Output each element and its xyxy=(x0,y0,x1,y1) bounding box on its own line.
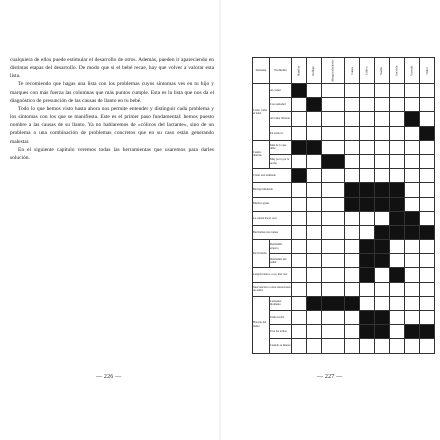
empty-cell xyxy=(405,268,420,282)
problem-cell: Cualquier momento xyxy=(270,296,292,310)
symptom-cell: Piel irritada xyxy=(253,240,270,268)
empty-cell xyxy=(307,211,322,225)
empty-cell xyxy=(292,296,307,310)
symptom-cell: Cómo come el bebé xyxy=(253,84,270,141)
table-header-cell xyxy=(345,58,360,84)
empty-cell xyxy=(390,325,405,339)
marked-cell xyxy=(375,240,390,254)
marked-cell xyxy=(420,126,435,140)
empty-cell xyxy=(360,112,375,126)
empty-cell xyxy=(420,254,435,268)
problem-cell: Cuando se mueve xyxy=(270,339,292,353)
empty-cell xyxy=(322,98,345,112)
empty-cell xyxy=(420,84,435,98)
problem-cell: Dermatitis del pañal xyxy=(270,254,292,268)
empty-cell xyxy=(322,339,345,353)
empty-cell xyxy=(292,126,307,140)
empty-cell xyxy=(420,211,435,225)
header-label: Sueño xyxy=(379,66,384,75)
empty-cell xyxy=(420,296,435,310)
empty-cell xyxy=(390,240,405,254)
empty-cell xyxy=(345,154,360,168)
symptom-cell: Intervención a otras alteraciones de salud xyxy=(253,282,292,296)
marked-cell xyxy=(345,197,360,211)
empty-cell xyxy=(390,98,405,112)
empty-cell xyxy=(307,154,322,168)
empty-cell xyxy=(375,296,390,310)
empty-cell xyxy=(390,84,405,98)
empty-cell xyxy=(405,282,420,296)
table-row xyxy=(253,240,435,254)
table-row xyxy=(253,325,435,339)
empty-cell xyxy=(375,169,390,183)
symptom-cell: Lengua blanca, roce, mal olor xyxy=(253,268,292,282)
empty-cell xyxy=(307,339,322,353)
empty-cell xyxy=(360,98,375,112)
problem-cell: Dermatitis atópica xyxy=(270,240,292,254)
empty-cell xyxy=(322,140,345,154)
empty-cell xyxy=(405,98,420,112)
empty-cell xyxy=(405,296,420,310)
marked-cell xyxy=(292,84,307,98)
empty-cell xyxy=(405,197,420,211)
empty-cell xyxy=(345,268,360,282)
marked-cell xyxy=(375,183,390,197)
page-number-left: — 226 — xyxy=(96,374,122,380)
empty-cell xyxy=(420,268,435,282)
empty-cell xyxy=(375,154,390,168)
table-header-cell xyxy=(253,58,270,84)
empty-cell xyxy=(322,84,345,98)
marked-cell xyxy=(360,254,375,268)
header-label: Succión xyxy=(394,65,399,76)
empty-cell xyxy=(360,169,375,183)
table-row xyxy=(253,84,435,98)
marked-cell xyxy=(390,268,405,282)
paragraph: cualquiera de ellos puede estimular el desarrollo de otros. Además, pueden ir apareciendo en distintas etapas del desarrollo. De modo que si el bebé recae, hay que volver a valorar esta lista. xyxy=(10,57,214,80)
marked-cell xyxy=(322,296,345,310)
empty-cell xyxy=(405,183,420,197)
empty-cell xyxy=(345,311,360,325)
empty-cell xyxy=(307,282,322,296)
empty-cell xyxy=(292,211,307,225)
empty-cell xyxy=(360,225,375,239)
empty-cell xyxy=(405,140,420,154)
empty-cell xyxy=(307,240,322,254)
marked-cell xyxy=(405,211,420,225)
table-row xyxy=(253,169,435,183)
problem-cell: Al comer xyxy=(270,84,292,98)
header-label: Problema xyxy=(274,67,287,72)
empty-cell xyxy=(390,339,405,353)
empty-cell xyxy=(292,183,307,197)
empty-cell xyxy=(307,268,322,282)
table-row xyxy=(253,112,435,126)
empty-cell xyxy=(390,282,405,296)
symptom-cell: Barriga hinchada xyxy=(253,183,292,197)
header-label: Gases xyxy=(349,66,354,75)
empty-cell xyxy=(292,254,307,268)
empty-cell xyxy=(345,140,360,154)
empty-cell xyxy=(345,254,360,268)
empty-cell xyxy=(292,98,307,112)
table-header-cell xyxy=(375,58,390,84)
symptom-problem-table xyxy=(252,57,435,354)
marked-cell xyxy=(405,325,420,339)
symptom-cell: Cuánto duerme xyxy=(253,140,270,168)
empty-cell xyxy=(390,154,405,168)
page-number-right: — 227 — xyxy=(317,374,343,380)
symptom-cell: Le cuesta hacer caca xyxy=(253,211,292,225)
symptom-cell: Cómo está animado xyxy=(253,169,292,183)
empty-cell xyxy=(307,183,322,197)
table-row xyxy=(253,98,435,112)
marked-cell xyxy=(405,225,420,239)
table-row xyxy=(253,183,435,197)
marked-cell xyxy=(390,225,405,239)
paragraph: Todo lo que hemos visto hasta ahora nos permite entender y distinguir cada problema y los síntomas con los que se manifiesta. Este es el primer paso fundamental: hemos puesto nombre a las causas de su llanto. Ya no hablaremos de «cólicos del lactante», sino de un problema o una combinación de problemas concretos que en su caso están generando malestar. xyxy=(10,105,214,145)
table-row xyxy=(253,254,435,268)
empty-cell xyxy=(420,169,435,183)
empty-cell xyxy=(405,339,420,353)
empty-cell xyxy=(345,282,360,296)
empty-cell xyxy=(307,169,322,183)
header-label: Vínculo xyxy=(409,65,414,76)
marked-cell xyxy=(360,325,375,339)
empty-cell xyxy=(420,112,435,126)
problem-cell: Más de lo que debe xyxy=(270,140,292,154)
marked-cell xyxy=(375,254,390,268)
empty-cell xyxy=(292,225,307,239)
empty-cell xyxy=(390,311,405,325)
table-header-cell xyxy=(322,58,345,84)
marked-cell xyxy=(390,211,405,225)
empty-cell xyxy=(405,254,420,268)
empty-cell xyxy=(375,282,390,296)
empty-cell xyxy=(322,282,345,296)
empty-cell xyxy=(405,169,420,183)
empty-cell xyxy=(375,84,390,98)
empty-cell xyxy=(360,140,375,154)
empty-cell xyxy=(420,311,435,325)
empty-cell xyxy=(360,154,375,168)
marked-cell xyxy=(405,112,420,126)
table-row xyxy=(253,197,435,211)
empty-cell xyxy=(307,84,322,98)
empty-cell xyxy=(420,183,435,197)
marked-cell xyxy=(390,197,405,211)
empty-cell xyxy=(292,112,307,126)
empty-cell xyxy=(292,282,307,296)
empty-cell xyxy=(420,98,435,112)
empty-cell xyxy=(360,126,375,140)
problem-cell: Muy poco por la noche xyxy=(270,154,292,168)
empty-cell xyxy=(322,240,345,254)
empty-cell xyxy=(345,225,360,239)
empty-cell xyxy=(375,140,390,154)
empty-cell xyxy=(322,225,345,239)
empty-cell xyxy=(420,197,435,211)
empty-cell xyxy=(420,282,435,296)
empty-cell xyxy=(307,311,322,325)
empty-cell xyxy=(420,140,435,154)
empty-cell xyxy=(390,112,405,126)
paragraph: Te recomiendo que hagas una lista con los problemas cuyos síntomas ves en tu hijo y marques con más fuerza las columnas que más puntos cumple. Esta es la lista que nos da el diagnóstico de presunción de las causas de llanto en tu bebé. xyxy=(10,81,214,104)
empty-cell xyxy=(292,240,307,254)
empty-cell xyxy=(322,325,345,339)
table-header-cell xyxy=(420,58,435,84)
marked-cell xyxy=(360,268,375,282)
empty-cell xyxy=(345,98,360,112)
empty-cell xyxy=(345,84,360,98)
empty-cell xyxy=(345,211,360,225)
marked-cell xyxy=(292,169,307,183)
table-body xyxy=(253,84,435,354)
empty-cell xyxy=(322,112,345,126)
problem-cell: En vertical xyxy=(270,126,292,140)
table-header-cell xyxy=(390,58,405,84)
empty-cell xyxy=(360,296,375,310)
empty-cell xyxy=(360,211,375,225)
symptom-cell: Muchos gases xyxy=(253,197,292,211)
empty-cell xyxy=(390,126,405,140)
empty-cell xyxy=(292,311,307,325)
empty-cell xyxy=(322,126,345,140)
marked-cell xyxy=(322,154,345,168)
empty-cell xyxy=(345,169,360,183)
empty-cell xyxy=(375,211,390,225)
empty-cell xyxy=(292,325,307,339)
marked-cell xyxy=(375,325,390,339)
left-page-text xyxy=(10,56,214,162)
empty-cell xyxy=(322,183,345,197)
empty-cell xyxy=(375,112,390,126)
table-header-row xyxy=(253,58,435,84)
marked-cell xyxy=(345,296,360,310)
empty-cell xyxy=(375,98,390,112)
empty-cell xyxy=(307,112,322,126)
table-header-cell xyxy=(405,58,420,84)
marked-cell xyxy=(360,183,375,197)
empty-cell xyxy=(375,339,390,353)
problem-cell: Con ansiedad xyxy=(270,98,292,112)
marked-cell xyxy=(307,296,322,310)
empty-cell xyxy=(322,311,345,325)
marked-cell xyxy=(375,311,390,325)
empty-cell xyxy=(307,325,322,339)
empty-cell xyxy=(292,154,307,168)
marked-cell xyxy=(345,183,360,197)
empty-cell xyxy=(322,211,345,225)
empty-cell xyxy=(307,197,322,211)
table-row xyxy=(253,311,435,325)
empty-cell xyxy=(390,296,405,310)
empty-cell xyxy=(345,126,360,140)
table-header-cell xyxy=(292,58,307,84)
empty-cell xyxy=(405,154,420,168)
empty-cell xyxy=(420,154,435,168)
table-row xyxy=(253,126,435,140)
paragraph: En el siguiente capítulo veremos todas las herramientas que usaremos para darles solución. xyxy=(10,146,214,161)
empty-cell xyxy=(322,169,345,183)
table-row xyxy=(253,140,435,154)
marked-cell xyxy=(375,197,390,211)
symptom-cell: Horario del llanto xyxy=(253,296,270,353)
table-row xyxy=(253,339,435,353)
problem-cell: Al tomar biberón xyxy=(270,112,292,126)
problem-cell: Tras las tomas xyxy=(270,325,292,339)
problem-cell: Tarde noche xyxy=(270,311,292,325)
empty-cell xyxy=(345,339,360,353)
marked-cell xyxy=(292,140,307,154)
empty-cell xyxy=(405,84,420,98)
empty-cell xyxy=(345,325,360,339)
marked-cell xyxy=(360,311,375,325)
empty-cell xyxy=(322,254,345,268)
empty-cell xyxy=(322,268,345,282)
table-header-cell xyxy=(360,58,375,84)
header-label: Alergia a la leche xyxy=(330,59,335,82)
marked-cell xyxy=(307,98,322,112)
empty-cell xyxy=(375,126,390,140)
table-row xyxy=(253,154,435,168)
symptom-cell: Berrinches tras tomas xyxy=(253,225,292,239)
header-label: Hambre xyxy=(296,65,301,76)
table-row xyxy=(253,225,435,239)
marked-cell xyxy=(420,325,435,339)
empty-cell xyxy=(390,140,405,154)
empty-cell xyxy=(405,240,420,254)
empty-cell xyxy=(307,126,322,140)
empty-cell xyxy=(360,339,375,353)
empty-cell xyxy=(390,169,405,183)
empty-cell xyxy=(322,197,345,211)
header-label: Reflujo xyxy=(311,65,316,76)
table-header-cell xyxy=(270,58,292,84)
header-label: Dolor xyxy=(424,66,429,75)
marked-cell xyxy=(420,225,435,239)
empty-cell xyxy=(405,311,420,325)
empty-cell xyxy=(420,240,435,254)
empty-cell xyxy=(390,254,405,268)
empty-cell xyxy=(307,225,322,239)
marked-cell xyxy=(375,225,390,239)
empty-cell xyxy=(292,268,307,282)
empty-cell xyxy=(360,282,375,296)
empty-cell xyxy=(360,84,375,98)
table-header-cell xyxy=(307,58,322,84)
empty-cell xyxy=(345,112,360,126)
empty-cell xyxy=(292,197,307,211)
table-row xyxy=(253,296,435,310)
table-row xyxy=(253,282,435,296)
empty-cell xyxy=(345,240,360,254)
header-label: Síntoma xyxy=(255,67,267,72)
empty-cell xyxy=(420,339,435,353)
header-label: Cólico xyxy=(364,66,369,75)
table-row xyxy=(253,211,435,225)
empty-cell xyxy=(375,268,390,282)
empty-cell xyxy=(405,126,420,140)
empty-cell xyxy=(292,339,307,353)
marked-cell xyxy=(390,183,405,197)
marked-cell xyxy=(360,240,375,254)
marked-cell xyxy=(307,140,322,154)
marked-cell xyxy=(360,197,375,211)
empty-cell xyxy=(307,254,322,268)
book-gutter xyxy=(219,0,221,440)
table-row xyxy=(253,268,435,282)
